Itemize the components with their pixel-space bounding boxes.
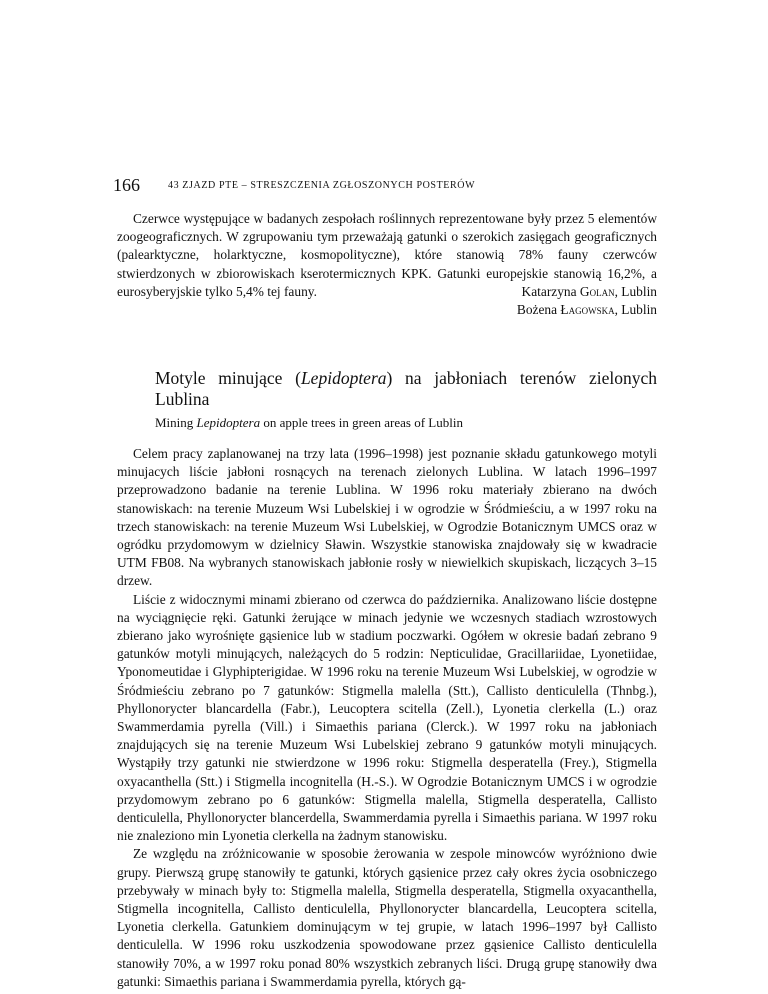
author-line-2 bbox=[517, 301, 657, 319]
author-place: , Lublin bbox=[614, 302, 657, 317]
body-paragraph: Ze względu na zróżnicowanie w sposobie żerowania w zespole minowców wyróżniono dwie grupy. Pierwszą grupę stanowiły te gatunki, których gąsienice przez cały okres życia osobniczego przebywały w minach były to: Stigmella malella, Stigmella desperatella, Stigmella oxyacanthella, Stigmella incognitella, Callisto denticulella, Phyllonorycter blancardella, Leucoptera scitella, Lyonetia clerkella. Gatunkiem dominującym w tej grupie, w latach 1996–1997 był Callisto denticulella. W 1996 roku uszkodzenia spowodowane przez gąsienice Callisto denticulella stanowiły 70%, a w 1997 roku ponad 80% wszystkich zebranych liści. Drugą grupę stanowiły dwa gatunki: Simaethis pariana i Swammerdamia pyrella, których gą- bbox=[117, 846, 657, 989]
author-place: , Lublin bbox=[614, 284, 657, 299]
author-first-name: Katarzyna bbox=[521, 284, 577, 299]
title-taxon: Lepidoptera bbox=[300, 368, 387, 388]
article-subtitle bbox=[155, 415, 657, 431]
article-title bbox=[155, 368, 657, 410]
body-paragraph: Celem pracy zaplanowanej na trzy lata (1996–1998) jest poznanie składu gatunkowego motyli minujacych liście jabłoni rosnących na terenach zielonych Lublina. W latach 1996–1997 przeprowadzono badanie na terenie Lublina. W 1996 roku materiały zbierano na dwóch stanowiskach: na terenie Muzeum Wsi Lubelskiej i w ogrodzie w Śródmieściu, a w 1997 roku na trzech stanowiskach: na terenie Muzeum Wsi Lubelskiej, w Ogrodzie Botanicznym UMCS oraz w ogródku przydomowym w dzielnicy Sławin. Wszystkie stanowiska znajdowały się w kwadracie UTM FB08. Na wybranych stanowiskach jabłonie rosły w niewielkich skupiskach, liczących 3–15 drzew. bbox=[117, 446, 657, 589]
article-body bbox=[117, 445, 657, 991]
running-head: 43 ZJAZD PTE – STRESZCZENIA ZGŁOSZONYCH POSTERÓW bbox=[168, 180, 476, 191]
page-header bbox=[113, 175, 653, 197]
title-text-end: ) na jabłoniach terenów zielonych Lublina bbox=[155, 368, 657, 409]
subtitle-text: Mining bbox=[155, 415, 197, 430]
author-line-1 bbox=[522, 283, 657, 301]
page-number: 166 bbox=[113, 175, 140, 195]
title-text: Motyle minujące ( bbox=[155, 368, 301, 388]
intro-paragraph: Czerwce występujące w badanych zespołach roślinnych reprezentowane były przez 5 elementów zoogeograficznych. W zgrupowaniu tym przeważają gatunki o szerokich zasięgach geograficznych (palearktyczne, holarktyczne, kosmopolityczne), które stanowią 78% fauny czerwców stwierdzonych w zbiorowiskach kserotermicznych KPK. Gatunki europejskie stanowią 16,2%, a eurosyberyjskie tylko 5,4% tej fauny. bbox=[117, 211, 657, 299]
author-last-name: Łagowska bbox=[560, 302, 615, 317]
body-paragraph: Liście z widocznymi minami zbierano od czerwca do października. Analizowano liście dostępne na wyciągnięcie ręki. Gatunki żerujące w minach jedynie we wczesnych stadiach wzrostowych zbierano jako wyrośnięte gąsienice lub w stadium poczwarki. Ogółem w okresie badań zebrano 9 gatunków motyli minujących, należących do 5 rodzin: Nepticulidae, Gracillariidae, Lyonetiidae, Yponomeutidae i Glyphipterigidae. W 1996 roku na terenie Muzeum Wsi Lubelskiej, w ogrodzie w Śródmieściu zebrano po 7 gatunków: Stigmella malella (Stt.), Callisto denticulella (Thnbg.), Phyllonorycter blancardella (Fabr.), Leucoptera scitella (Zell.), Lyonetia clerkella (L.) oraz Swammerdamia pyrella (Vill.) i Simaethis pariana (Clerck.). W 1997 roku na jabłoniach znajdujących się na terenie Muzeum Wsi Lubelskiej zebrano 9 gatunków motyli minujących. Wystąpiły trzy gatunki nie stwierdzone w 1996 roku: Stigmella desperatella (Frey.), Stigmella oxyacanthella (Stt.) i Stigmella incognitella (H.-S.). W Ogrodzie Botanicznym UMCS i w ogrodzie przydomowym zebrano po 6 gatunków: Stigmella malella, Stigmella desperatella, Callisto denticulella, Phyllonorycter blancerdella, Swammerdamia pyrella i Simaethis pariana. W 1997 roku nie znaleziono min Lyonetia clerkella na żadnym stanowisku. bbox=[117, 591, 657, 844]
subtitle-text-end: on apple trees in green areas of Lublin bbox=[260, 415, 463, 430]
subtitle-taxon: Lepidoptera bbox=[196, 415, 261, 430]
author-last-name: Golan bbox=[579, 284, 615, 299]
author-first-name: Bożena bbox=[516, 302, 558, 317]
